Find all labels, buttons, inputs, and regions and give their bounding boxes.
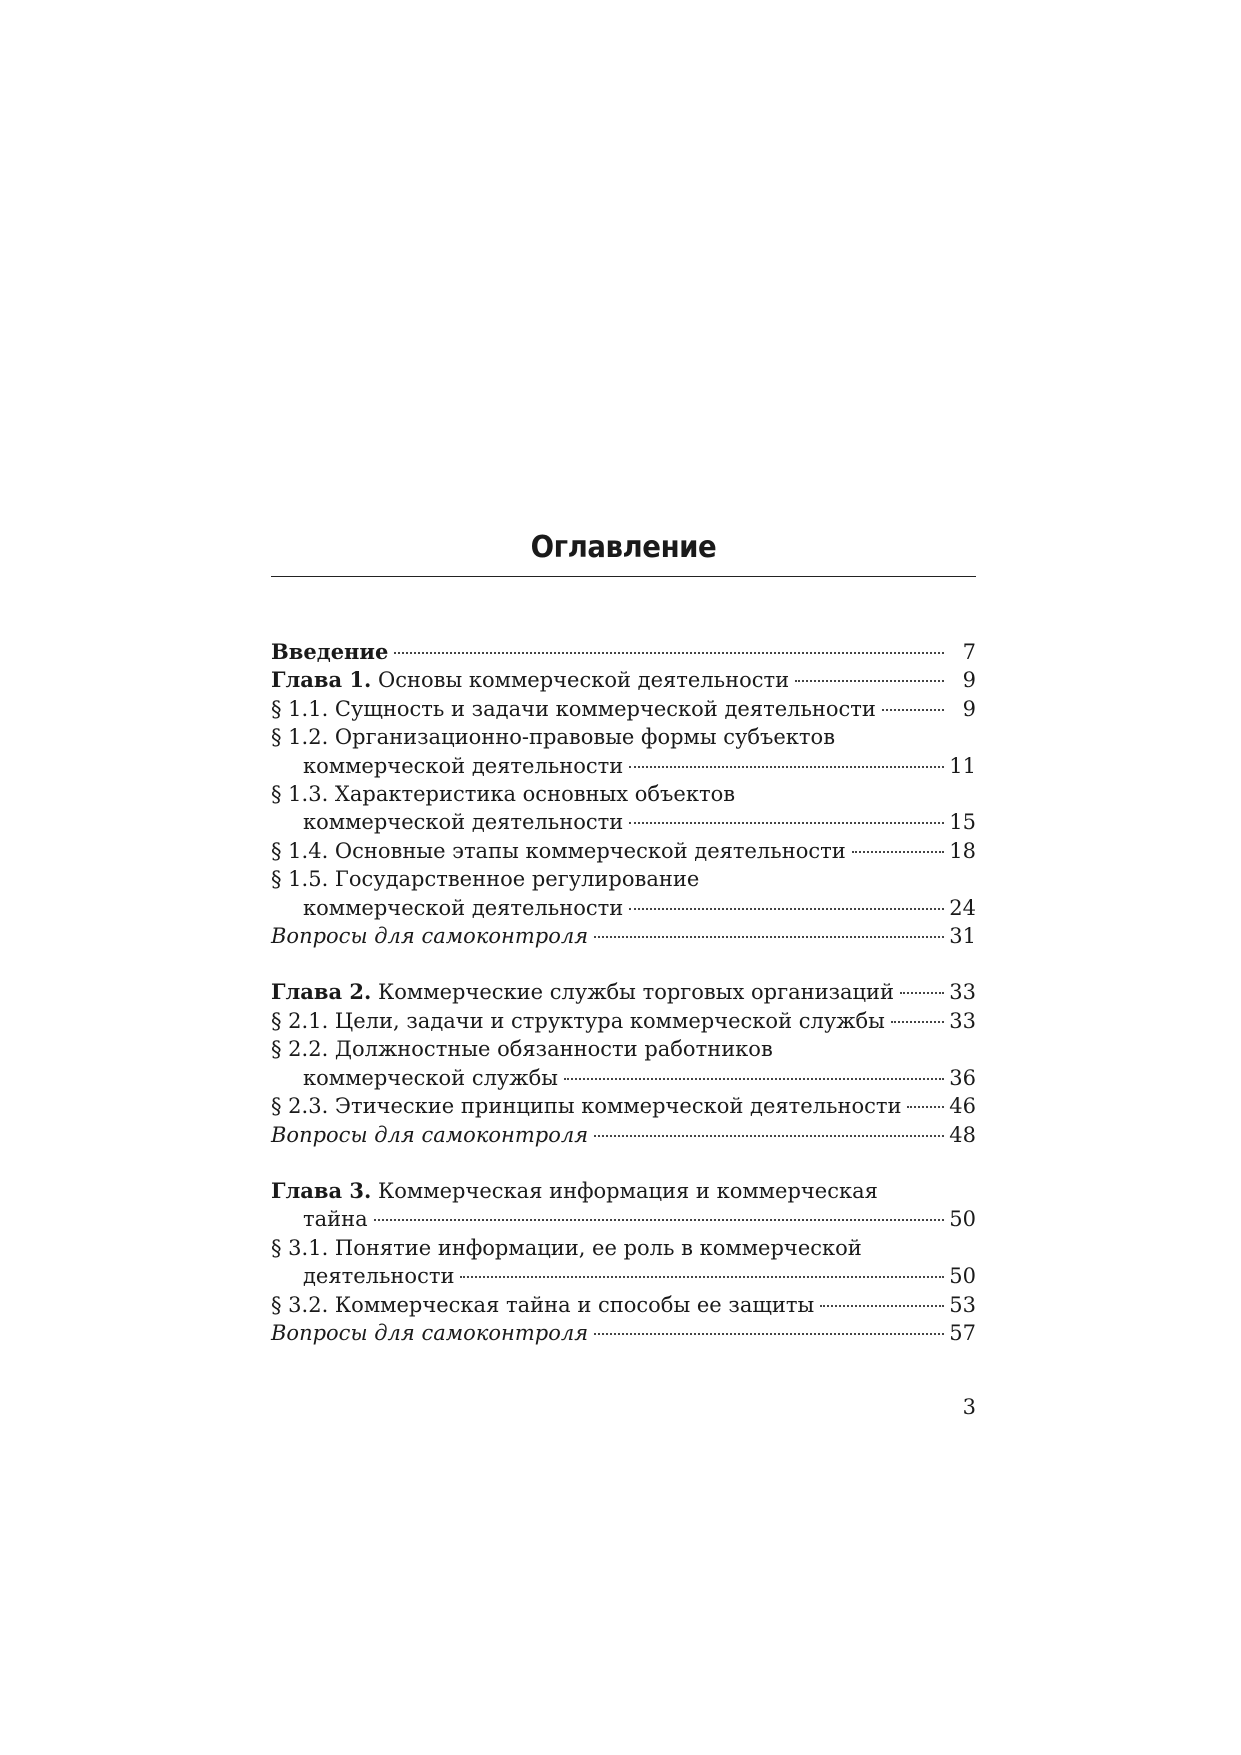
toc-entry[interactable] (271, 1234, 976, 1291)
toc-page-number: 7 (962, 640, 976, 664)
toc-entry-title: Вопросы для самоконтроля (271, 924, 589, 949)
page-number: 3 (962, 1395, 976, 1419)
toc-entry-row (271, 837, 976, 865)
dot-leader (629, 766, 944, 768)
chapter-label: Глава 1. (271, 667, 372, 693)
toc-entry-row (271, 1205, 976, 1233)
toc-entry-first-line (271, 723, 976, 751)
dot-leader (629, 822, 944, 824)
toc-entry-title: § 1.3. Характеристика основных объектов (271, 782, 736, 807)
dot-leader (907, 1106, 944, 1108)
toc-entry-title: Коммерческие службы торговых организаций (371, 980, 895, 1005)
toc-page-number: 48 (949, 1122, 976, 1147)
toc-entry-row (271, 1007, 976, 1035)
toc-entry-title: § 1.1. Сущность и задачи коммерческой деятельности (271, 696, 876, 721)
toc-entry-text (271, 922, 588, 950)
toc-entry-row (271, 978, 976, 1006)
toc-entry-title: коммерческой деятельности (303, 753, 624, 778)
toc-entry-row (271, 808, 976, 836)
toc-entry-title: тайна (303, 1207, 368, 1232)
toc-entry[interactable] (271, 1177, 976, 1234)
toc-entry-title: § 1.2. Организационно-правовые формы субъектов (271, 725, 836, 750)
toc-entry-row (271, 695, 976, 723)
dot-leader (629, 908, 944, 910)
toc-entry[interactable] (271, 837, 976, 865)
toc-entry[interactable] (271, 1291, 976, 1319)
toc-entry[interactable] (271, 922, 976, 950)
toc-entry-text (271, 1007, 885, 1035)
toc-group (271, 1177, 976, 1347)
toc-entry-row (271, 1291, 976, 1319)
toc-entry-first-line (271, 1234, 976, 1262)
toc-entry-text (271, 1092, 901, 1120)
toc-entry-title: § 1.4. Основные этапы коммерческой деятельности (271, 838, 846, 863)
toc-page-number: 50 (949, 1264, 976, 1289)
dot-leader (460, 1276, 944, 1278)
toc-entry[interactable] (271, 1007, 976, 1035)
toc-entry[interactable] (271, 1121, 976, 1149)
dot-leader (594, 1135, 944, 1137)
dot-leader (795, 680, 944, 682)
toc-entry-title: Вопросы для самоконтроля (271, 1320, 589, 1345)
toc-entry[interactable] (271, 1092, 976, 1120)
toc-entry-row (271, 666, 976, 694)
toc-page-number: 36 (949, 1065, 976, 1090)
chapter-label: Введение (271, 639, 389, 664)
toc-entry-title: § 2.2. Должностные обязанности работников (271, 1037, 773, 1062)
toc-entry-row (271, 638, 976, 666)
toc-entry[interactable] (271, 865, 976, 922)
dot-leader (594, 936, 944, 938)
toc-entry[interactable] (271, 638, 976, 666)
dot-leader (882, 709, 944, 711)
toc-entry-title: Основы коммерческой деятельности (371, 668, 790, 693)
dot-leader (891, 1021, 944, 1023)
toc-entry-text (271, 1291, 814, 1319)
toc-entry[interactable] (271, 723, 976, 780)
page-title: Оглавление (530, 530, 717, 565)
toc-entry-text (303, 1064, 558, 1092)
toc-page-number: 9 (962, 668, 976, 693)
toc-entry-title: коммерческой службы (303, 1065, 558, 1090)
toc-group (271, 978, 976, 1148)
toc-entry-text (303, 1262, 454, 1290)
toc-entry-first-line (271, 1177, 976, 1205)
toc-entry-text (303, 752, 623, 780)
table-of-contents (271, 638, 976, 1347)
toc-entry-row (271, 1319, 976, 1347)
toc-entry[interactable] (271, 1035, 976, 1092)
toc-entry-text (271, 666, 789, 694)
toc-entry-row (271, 1121, 976, 1149)
dot-leader (900, 992, 944, 994)
toc-page-number: 9 (962, 696, 976, 721)
toc-page-number: 11 (949, 753, 976, 778)
toc-entry-row (271, 1064, 976, 1092)
toc-page-number: 15 (949, 810, 976, 835)
toc-entry-text (271, 837, 846, 865)
toc-entry-title: Коммерческая информация и коммерческая (371, 1178, 878, 1203)
toc-entry-text (271, 1121, 588, 1149)
toc-entry-row (271, 752, 976, 780)
toc-entry-first-line (271, 865, 976, 893)
toc-entry-text (271, 1319, 588, 1347)
toc-entry-title: § 1.5. Государственное регулирование (271, 867, 700, 892)
toc-group (271, 638, 976, 950)
toc-page-number: 46 (949, 1094, 976, 1119)
toc-page-number: 33 (949, 980, 976, 1005)
toc-entry-first-line (271, 1035, 976, 1063)
chapter-label: Глава 3. (271, 1177, 372, 1203)
toc-entry-text (303, 894, 623, 922)
toc-entry-row (271, 922, 976, 950)
toc-page-number: 53 (949, 1292, 976, 1317)
toc-entry-text (303, 1205, 368, 1233)
dot-leader (594, 1333, 944, 1335)
toc-entry-text (271, 638, 388, 666)
toc-page-number: 31 (949, 924, 976, 949)
toc-entry-text (271, 695, 876, 723)
toc-entry-row (271, 894, 976, 922)
toc-entry[interactable] (271, 666, 976, 694)
toc-page-number: 24 (949, 895, 976, 920)
toc-entry-title: коммерческой деятельности (303, 895, 624, 920)
dot-leader (374, 1219, 944, 1221)
title-rule (271, 576, 976, 577)
toc-page-number: 18 (949, 838, 976, 863)
toc-entry[interactable] (271, 1319, 976, 1347)
toc-entry-row (271, 1092, 976, 1120)
toc-entry-title: Вопросы для самоконтроля (271, 1122, 589, 1147)
dot-leader (852, 851, 944, 853)
dot-leader (394, 652, 944, 654)
toc-entry-title: деятельности (303, 1264, 455, 1289)
toc-entry-title: § 2.3. Этические принципы коммерческой деятельности (271, 1094, 902, 1119)
toc-entry-title: § 3.1. Понятие информации, ее роль в коммерческой (271, 1235, 862, 1260)
toc-page-number: 57 (949, 1320, 976, 1345)
toc-entry[interactable] (271, 780, 976, 837)
toc-entry-title: § 2.1. Цели, задачи и структура коммерческой службы (271, 1008, 885, 1033)
toc-entry-text (303, 808, 623, 836)
toc-entry-first-line (271, 780, 976, 808)
toc-entry-text (271, 978, 894, 1006)
chapter-label: Глава 2. (271, 979, 372, 1005)
dot-leader (820, 1305, 944, 1307)
toc-entry-title: коммерческой деятельности (303, 810, 624, 835)
toc-entry-row (271, 1262, 976, 1290)
toc-entry-title: § 3.2. Коммерческая тайна и способы ее защиты (271, 1292, 815, 1317)
toc-page-number: 50 (949, 1207, 976, 1232)
toc-entry[interactable] (271, 695, 976, 723)
dot-leader (564, 1078, 944, 1080)
toc-entry[interactable] (271, 978, 976, 1006)
toc-page-number: 33 (949, 1008, 976, 1033)
